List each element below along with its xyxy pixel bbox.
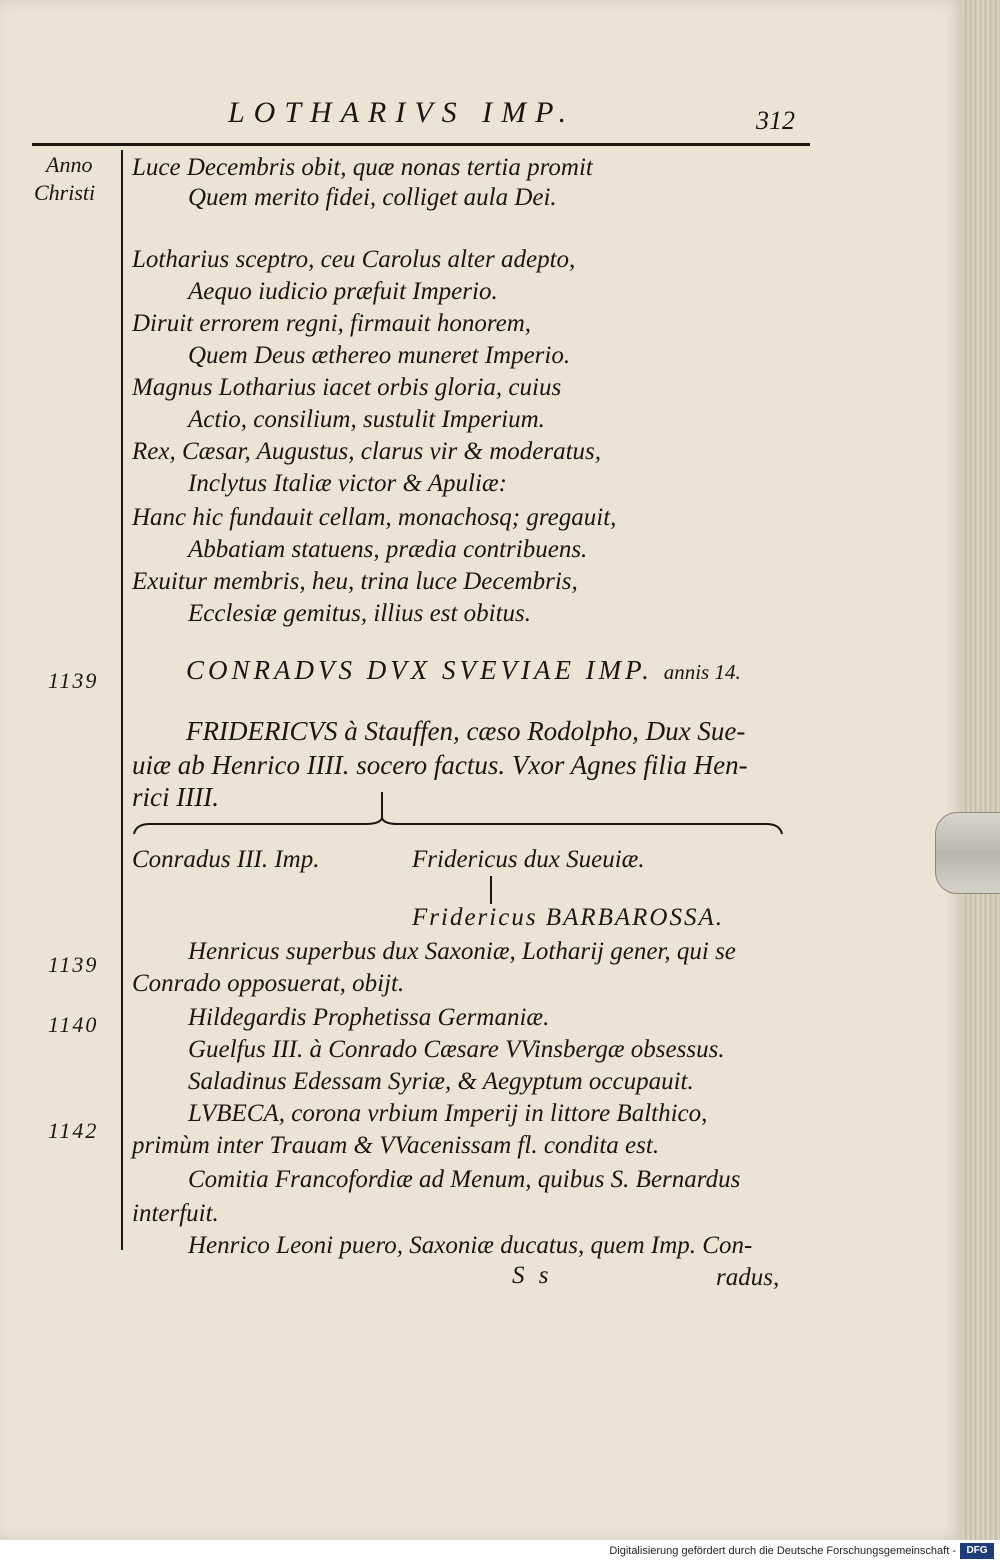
poem-line: Diruit errorem regni, firmauit honorem, — [132, 310, 532, 337]
year-label: 1140 — [48, 1012, 99, 1037]
year-label: 1139 — [48, 668, 99, 693]
footer-bar — [0, 1540, 1000, 1563]
poem-line: Actio, consilium, sustulit Imperium. — [188, 406, 545, 433]
poem-line: Abbatiam statuens, prædia contribuens. — [188, 536, 588, 563]
dfg-logo: DFG — [960, 1543, 994, 1559]
poem-line: Magnus Lotharius iacet orbis gloria, cuius — [132, 374, 562, 401]
genealogy-brace — [130, 790, 790, 850]
entry-line: Hildegardis Prophetissa Germaniæ. — [188, 1004, 550, 1031]
entry-line: Henrico Leoni puero, Saxoniæ ducatus, quem Imp. Con- — [188, 1232, 753, 1259]
poem-line: Inclytus Italiæ victor & Apuliæ: — [188, 470, 507, 497]
signature-mark: S s — [512, 1262, 553, 1289]
poem-line: Ecclesiæ gemitus, illius est obitus. — [188, 600, 532, 627]
entry-line: Saladinus Edessam Syriæ, & Aegyptum occupauit. — [188, 1068, 694, 1095]
entry-line: primùm inter Trauam & VVacenissam fl. condita est. — [132, 1132, 660, 1159]
poem-line: Exuitur membris, heu, trina luce Decembris, — [132, 568, 578, 595]
poem-line: Lotharius sceptro, ceu Carolus alter adepto, — [132, 246, 576, 273]
heading-title: CONRADVS DVX SVEVIAE IMP. — [186, 655, 653, 685]
year-label: 1139 — [48, 952, 99, 977]
running-head: LOTHARIVS IMP. — [228, 96, 576, 129]
entry-line: Comitia Francofordiæ ad Menum, quibus S. Bernardus — [188, 1166, 741, 1193]
entry-line: interfuit. — [132, 1200, 219, 1227]
fridericus-line: uiæ ab Henrico IIII. socero factus. Vxor Agnes filia Hen- — [132, 750, 748, 780]
funding-note: Digitalisierung gefördert durch die Deutsche Forschungsgemeinschaft - — [609, 1545, 956, 1557]
poem-line: Rex, Cæsar, Augustus, clarus vir & moderatus, — [132, 438, 601, 465]
entry-line: Conrado opposuerat, obijt. — [132, 970, 405, 997]
page-fore-edge — [962, 0, 1000, 1540]
entry-line: Henricus superbus dux Saxoniæ, Lotharij gener, qui se — [188, 938, 736, 965]
poem-line: Hanc hic fundauit cellam, monachosq; gregauit, — [132, 504, 617, 531]
genealogy-left: Conradus III. Imp. — [132, 846, 320, 873]
genealogy-right: Fridericus dux Sueuiæ. — [412, 846, 645, 873]
poem-line: Aequo iudicio præfuit Imperio. — [188, 278, 498, 305]
entry-line: Guelfus III. à Conrado Cæsare VVinsbergæ obsessus. — [188, 1036, 725, 1063]
margin-header-anno: Anno — [46, 152, 93, 177]
catchword: radus, — [716, 1264, 780, 1291]
section-heading — [186, 655, 741, 686]
poem-line: Quem Deus æthereo muneret Imperio. — [188, 342, 571, 369]
folio-number: 312 — [756, 106, 795, 135]
fridericus-line: FRIDERICVS à Stauffen, cæso Rodolpho, Dux Sue- — [186, 716, 746, 746]
genealogy-child: Fridericus BARBAROSSA. — [412, 904, 724, 931]
header-rule — [32, 143, 810, 146]
margin-header-christi: Christi — [34, 180, 96, 205]
fridericus-line: rici IIII. — [132, 782, 219, 812]
entry-line: LVBECA, corona vrbium Imperij in littore Balthico, — [188, 1100, 708, 1127]
year-label: 1142 — [48, 1118, 99, 1143]
margin-rule — [121, 150, 123, 1250]
genealogy-stem — [486, 874, 496, 908]
heading-years: annis 14. — [663, 660, 741, 684]
page-clip — [935, 812, 1000, 894]
poem-line: Quem merito fidei, colliget aula Dei. — [188, 184, 557, 211]
poem-line: Luce Decembris obit, quæ nonas tertia promit — [132, 154, 593, 181]
